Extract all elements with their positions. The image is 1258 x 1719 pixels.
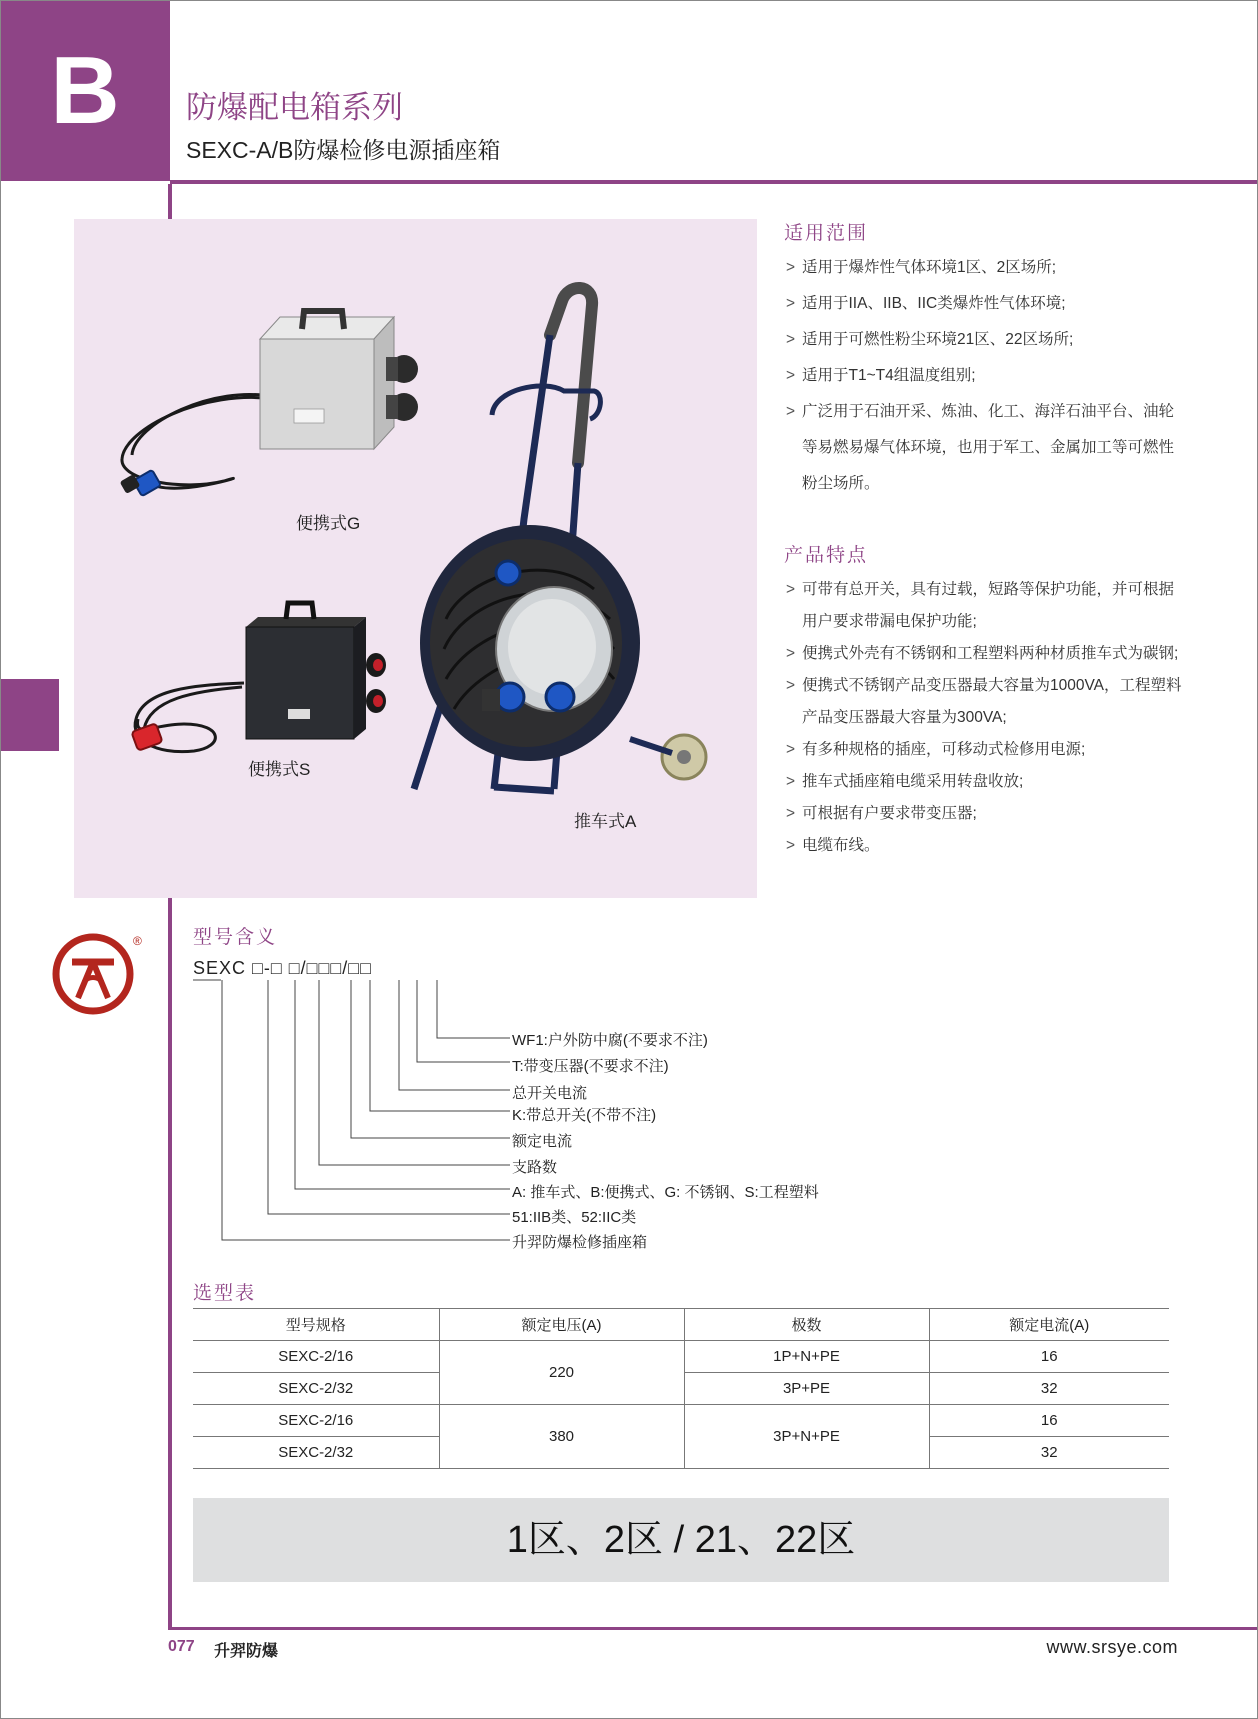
side-tab [0,679,59,751]
model-title: 型号含义 [193,927,278,948]
feature-item: > 有多种规格的插座，可移动式检修用电源; [786,734,1186,766]
model-legend-item: 总开关电流 [512,1085,588,1102]
cell-current: 32 [929,1373,1169,1405]
scope-list [786,250,1186,502]
model-legend-item: 额定电流 [512,1133,573,1150]
header-model: 型号规格 [193,1309,439,1341]
caption-portable-g: 便携式G [296,514,361,533]
feature-item: > 便携式不锈钢产品变压器最大容量为1000VA，工程塑料产品变压器最大容量为300VA; [786,670,1186,734]
model-legend-item: T:带变压器(不要求不注) [512,1058,669,1075]
cell-model: SEXC-2/32 [193,1373,439,1405]
cell-voltage: 380 [439,1405,684,1469]
zone-banner: 1区、2区 / 21、22区 [193,1498,1169,1582]
cell-poles: 3P+PE [684,1373,929,1405]
model-code-leader-lines [190,978,510,1244]
scope-title: 适用范围 [784,223,869,244]
model-legend-item: A: 推车式、B:便携式、G: 不锈钢、S:工程塑料 [512,1184,819,1201]
selection-title: 选型表 [193,1283,257,1304]
scope-item: > 适用于爆炸性气体环境1区、2区场所; [786,250,1186,286]
trolley-a-illustration [414,288,706,791]
portable-s-illustration [131,603,386,752]
scope-item: > 适用于可燃性粉尘环境21区、22区场所; [786,322,1186,358]
cell-current: 32 [929,1437,1169,1469]
header-poles: 极数 [684,1309,929,1341]
feature-item: > 电缆布线。 [786,830,1186,862]
feature-item: > 可带有总开关，具有过载，短路等保护功能，并可根据用户要求带漏电保护功能; [786,574,1186,638]
feature-item: > 便携式外壳有不锈钢和工程塑料两种材质推车式为碳钢; [786,638,1186,670]
selection-table [193,1308,1169,1469]
portable-g-illustration [120,311,418,496]
model-legend-item: 升羿防爆检修插座箱 [512,1234,648,1251]
product-illustration [74,219,757,898]
cell-model: SEXC-2/32 [193,1437,439,1469]
product-title: SEXC-A/B防爆检修电源插座箱 [186,137,501,163]
cell-poles: 3P+N+PE [684,1405,929,1469]
page-number: 077 [168,1638,195,1655]
footer-website: www.srsye.com [1046,1637,1178,1657]
table-row [193,1405,1169,1437]
model-code: SEXC □-□ □/□□□/□□ [193,958,372,978]
cell-current: 16 [929,1341,1169,1373]
product-photo-panel [74,219,757,898]
table-row [193,1341,1169,1373]
model-legend-item: WF1:户外防中腐(不要求不注) [512,1032,708,1049]
series-title: 防爆配电箱系列 [186,90,403,125]
table-header-row [193,1309,1169,1341]
scope-item: > 广泛用于石油开采、炼油、化工、海洋石油平台、油轮等易燃易爆气体环境，也用于军工、金属加工等可燃性粉尘场所。 [786,394,1186,502]
footer-brand: 升羿防爆 [214,1643,279,1660]
footer-divider [170,1627,1258,1630]
cell-poles: 1P+N+PE [684,1341,929,1373]
header-divider [170,180,1258,184]
features-list [786,574,1186,862]
header-voltage: 额定电压(A) [439,1309,684,1341]
model-legend-item: K:带总开关(不带不注) [512,1107,657,1124]
feature-item: > 推车式插座箱电缆采用转盘收放; [786,766,1186,798]
scope-item: > 适用于IIA、IIB、IIC类爆炸性气体环境; [786,286,1186,322]
scope-item: > 适用于T1~T4组温度组别; [786,358,1186,394]
caption-trolley-a: 推车式A [574,812,637,831]
model-legend-item: 支路数 [512,1159,558,1176]
company-logo-icon [50,932,140,1022]
feature-item: > 可根据有户要求带变压器; [786,798,1186,830]
caption-portable-s: 便携式S [248,760,311,779]
cell-model: SEXC-2/16 [193,1341,439,1373]
cell-voltage: 220 [439,1341,684,1405]
features-title: 产品特点 [784,545,869,566]
cell-current: 16 [929,1405,1169,1437]
registered-mark: ® [133,934,142,948]
cell-model: SEXC-2/16 [193,1405,439,1437]
model-legend-item: 51:IIB类、52:IIC类 [512,1209,637,1226]
header-current: 额定电流(A) [929,1309,1169,1341]
section-letter: B [50,37,120,144]
